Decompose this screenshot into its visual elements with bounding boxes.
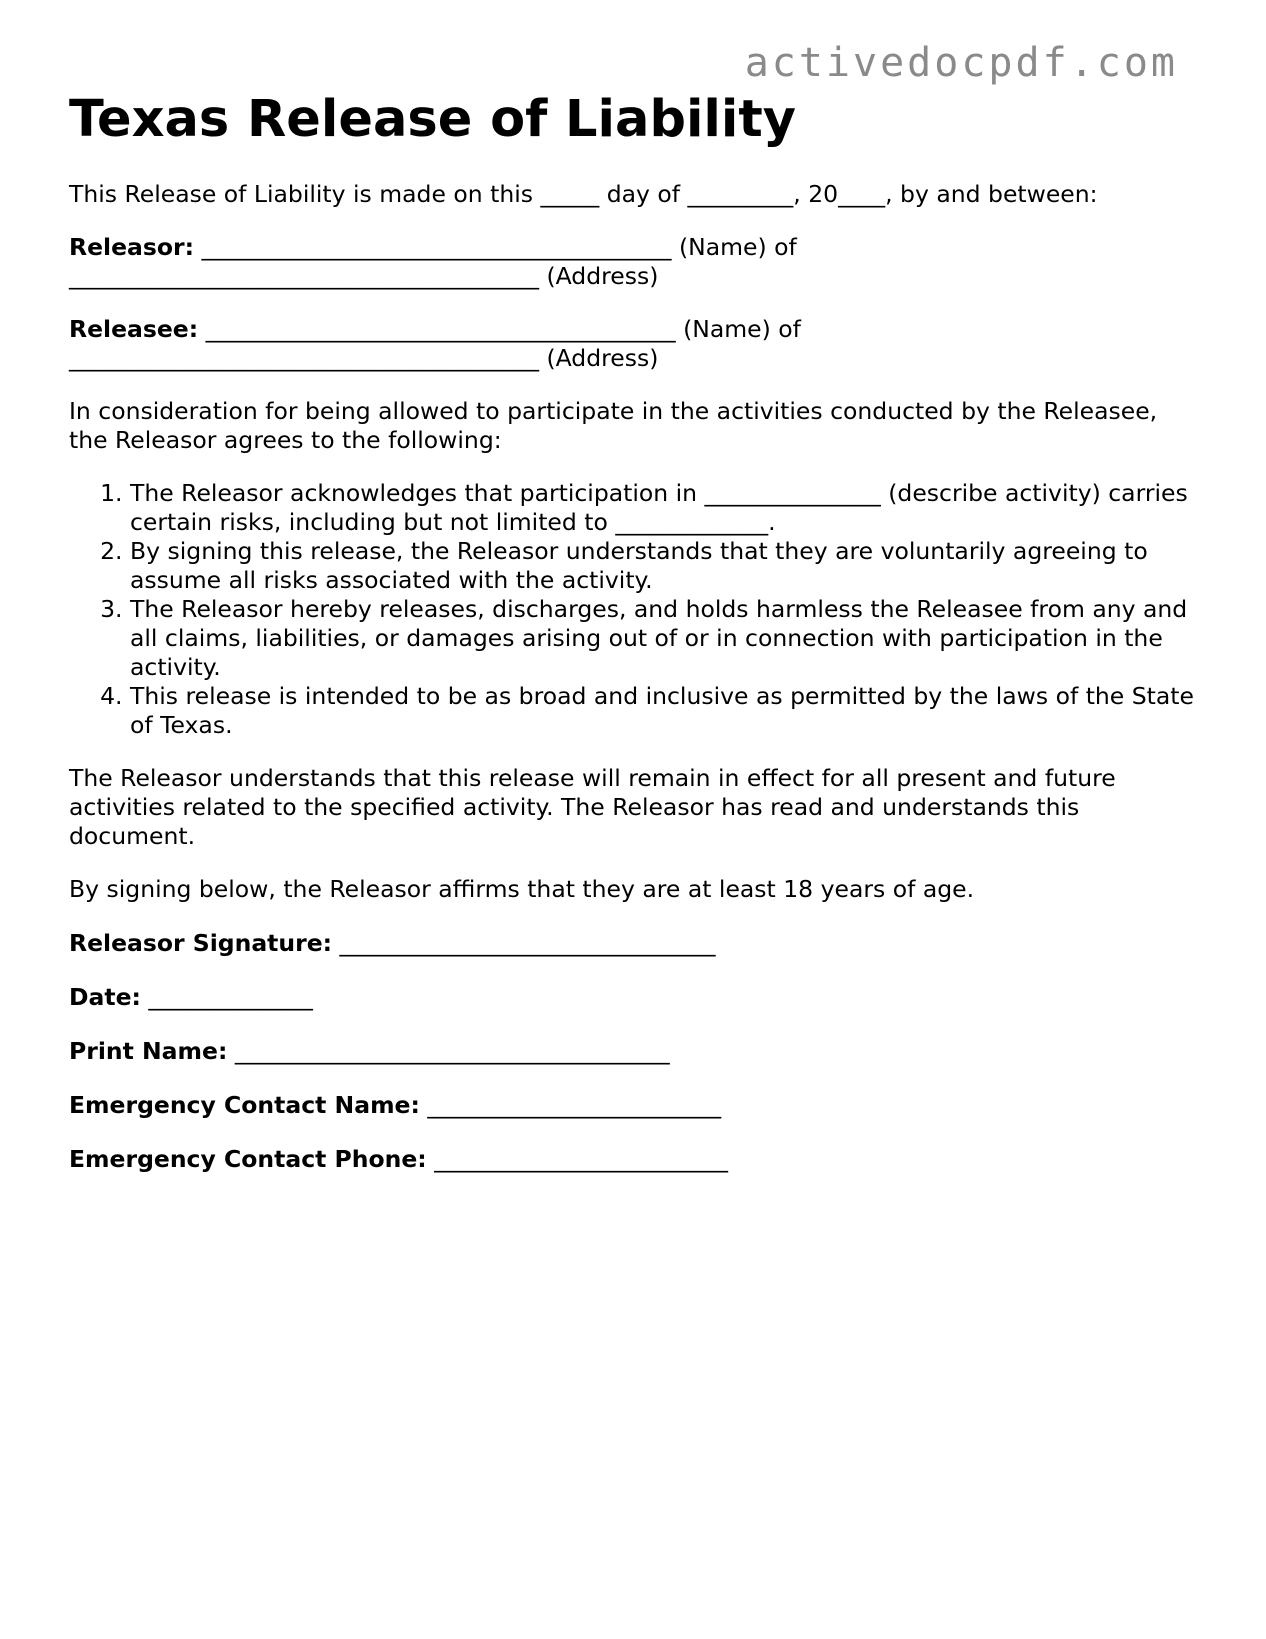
emergency-contact-name-label: Emergency Contact Name: bbox=[69, 1091, 420, 1119]
date-label: Date: bbox=[69, 983, 141, 1011]
age-affirmation: By signing below, the Releasor affirms that they are at least 18 years of age. bbox=[69, 875, 975, 903]
releasor-block bbox=[69, 233, 1199, 291]
emergency-contact-name-blank: _________________________ bbox=[419, 1091, 722, 1119]
releasor-address-line: ________________________________________ (Address) bbox=[69, 262, 659, 290]
releasee-block bbox=[69, 315, 1199, 373]
date-field bbox=[69, 983, 1199, 1012]
term-item: 3. The Releasor hereby releases, discharges, and holds harmless the Releasee from any and all claims, liabilities, or damages arising out of or in connection with participation in the activity. bbox=[130, 595, 1199, 682]
releasor-name-line: ________________________________________ (Name) of bbox=[194, 233, 797, 261]
emergency-contact-phone-field bbox=[69, 1145, 1199, 1174]
watermark: activedocpdf.com bbox=[744, 40, 1178, 86]
document-title: Texas Release of Liability bbox=[69, 90, 797, 149]
term-item: 4. This release is intended to be as broad and inclusive as permitted by the laws of the State of Texas. bbox=[130, 682, 1199, 740]
signature-label: Releasor Signature: bbox=[69, 929, 333, 957]
releasor-label: Releasor: bbox=[69, 233, 195, 261]
terms-list bbox=[69, 479, 1199, 740]
consideration-paragraph: In consideration for being allowed to participate in the activities conducted by the Releasee, the Releasor agrees to the following: bbox=[69, 397, 1165, 454]
signature-blank: ________________________________ bbox=[332, 929, 716, 957]
print-name-field bbox=[69, 1037, 1199, 1066]
emergency-contact-phone-blank: _________________________ bbox=[426, 1145, 728, 1173]
emergency-contact-phone-label: Emergency Contact Phone: bbox=[69, 1145, 427, 1173]
term-item: 2. By signing this release, the Releasor understands that they are voluntarily agreeing to assume all risks associated with the activity. bbox=[130, 537, 1199, 595]
emergency-contact-name-field bbox=[69, 1091, 1199, 1120]
print-name-blank: _____________________________________ bbox=[227, 1037, 670, 1065]
releasor-signature-field bbox=[69, 929, 1199, 958]
term-item: 1. The Releasor acknowledges that participation in _______________ (describe activity) carries certain risks, including but not limited to _____________. bbox=[130, 479, 1199, 537]
document-page bbox=[69, 88, 1199, 1174]
releasee-label: Releasee: bbox=[69, 315, 199, 343]
releasee-address-line: ________________________________________ (Address) bbox=[69, 344, 659, 372]
releasee-name-line: ________________________________________ (Name) of bbox=[198, 315, 801, 343]
intro-paragraph: This Release of Liability is made on this _____ day of _________, 20____, by and between: bbox=[69, 180, 1098, 208]
date-blank: ______________ bbox=[140, 983, 313, 1011]
closing-paragraph: The Releasor understands that this release will remain in effect for all present and future activities related to the specified activity. The Releasor has read and understands this document. bbox=[69, 764, 1124, 850]
print-name-label: Print Name: bbox=[69, 1037, 228, 1065]
